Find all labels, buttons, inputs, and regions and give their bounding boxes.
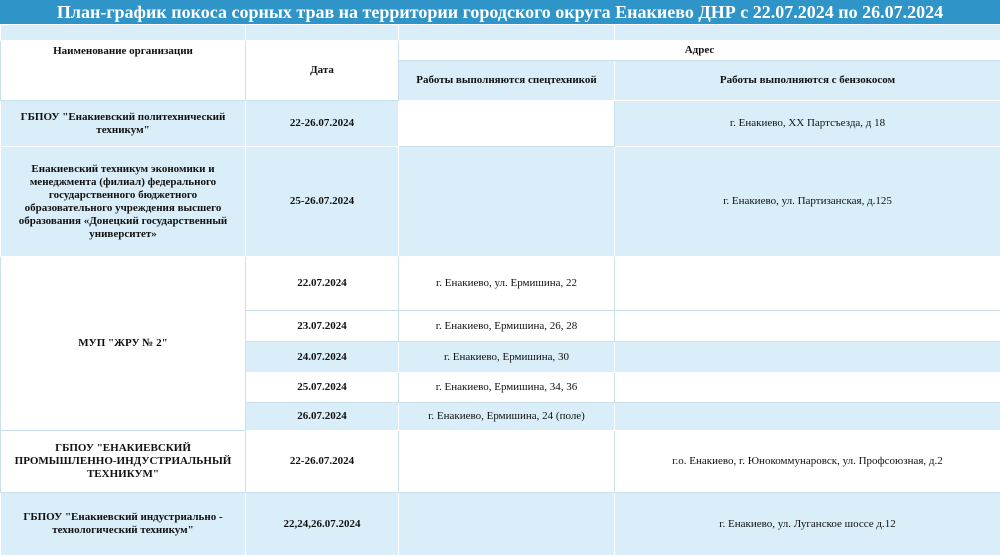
org-cell: ГБПОУ "ЕНАКИЕВСКИЙ ПРОМЫШЛЕННО-ИНДУСТРИАЛЬНЫЙ ТЕХНИКУМ" <box>1 431 246 493</box>
special-cell: г. Енакиево, Ермишина, 26, 28 <box>399 311 615 342</box>
table-row <box>1 431 1000 493</box>
date-cell: 26.07.2024 <box>246 403 399 431</box>
date-cell: 22-26.07.2024 <box>246 431 399 493</box>
date-cell: 25-26.07.2024 <box>246 147 399 257</box>
trimmer-cell <box>615 311 1000 342</box>
date-cell: 25.07.2024 <box>246 373 399 403</box>
org-cell: Енакиевский техникум экономики и менеджмента (филиал) федерального государственного бюджетного образовательного учреждения высшего образования «Донецкий государственный университет» <box>1 147 246 257</box>
special-cell <box>399 493 615 556</box>
table-row <box>1 493 1000 556</box>
special-cell <box>399 101 615 147</box>
table-row <box>1 101 1000 147</box>
date-cell: 23.07.2024 <box>246 311 399 342</box>
trimmer-cell: г.о. Енакиево, г. Юнокоммунаровск, ул. Профсоюзная, д.2 <box>615 431 1000 493</box>
header-org: Наименование организации <box>1 41 246 101</box>
special-cell: г. Енакиево, Ермишина, 24 (поле) <box>399 403 615 431</box>
trimmer-cell <box>615 373 1000 403</box>
trimmer-cell: г. Енакиево, XX Партсъезда, д 18 <box>615 101 1000 147</box>
header-address: Адрес <box>399 41 1000 61</box>
page-title: План-график покоса сорных трав на территории городского округа Енакиево ДНР с 22.07.2024 по 26.07.2024 <box>0 0 1000 24</box>
special-cell <box>399 147 615 257</box>
org-cell: МУП "ЖРУ № 2" <box>1 257 246 431</box>
date-cell: 22-26.07.2024 <box>246 101 399 147</box>
org-cell: ГБПОУ "Енакиевский индустриально - технологический техникум" <box>1 493 246 556</box>
trimmer-cell <box>615 342 1000 373</box>
header-special: Работы выполняются спецтехникой <box>399 61 615 101</box>
special-cell <box>399 431 615 493</box>
date-cell: 24.07.2024 <box>246 342 399 373</box>
header-row-1 <box>1 41 1000 61</box>
table-row <box>1 257 1000 311</box>
trimmer-cell: г. Енакиево, ул. Луганское шоссе д.12 <box>615 493 1000 556</box>
special-cell: г. Енакиево, Ермишина, 34, 36 <box>399 373 615 403</box>
header-trimmer: Работы выполняются с бензокосом <box>615 61 1000 101</box>
trimmer-cell <box>615 257 1000 311</box>
special-cell: г. Енакиево, Ермишина, 30 <box>399 342 615 373</box>
schedule-table <box>0 24 1000 556</box>
trimmer-cell <box>615 403 1000 431</box>
date-cell: 22.07.2024 <box>246 257 399 311</box>
org-cell: ГБПОУ "Енакиевский политехнический техникум" <box>1 101 246 147</box>
table-row <box>1 147 1000 257</box>
spacer-row <box>1 25 1000 41</box>
trimmer-cell: г. Енакиево, ул. Партизанская, д.125 <box>615 147 1000 257</box>
header-date: Дата <box>246 41 399 101</box>
date-cell: 22,24,26.07.2024 <box>246 493 399 556</box>
special-cell: г. Енакиево, ул. Ермишина, 22 <box>399 257 615 311</box>
